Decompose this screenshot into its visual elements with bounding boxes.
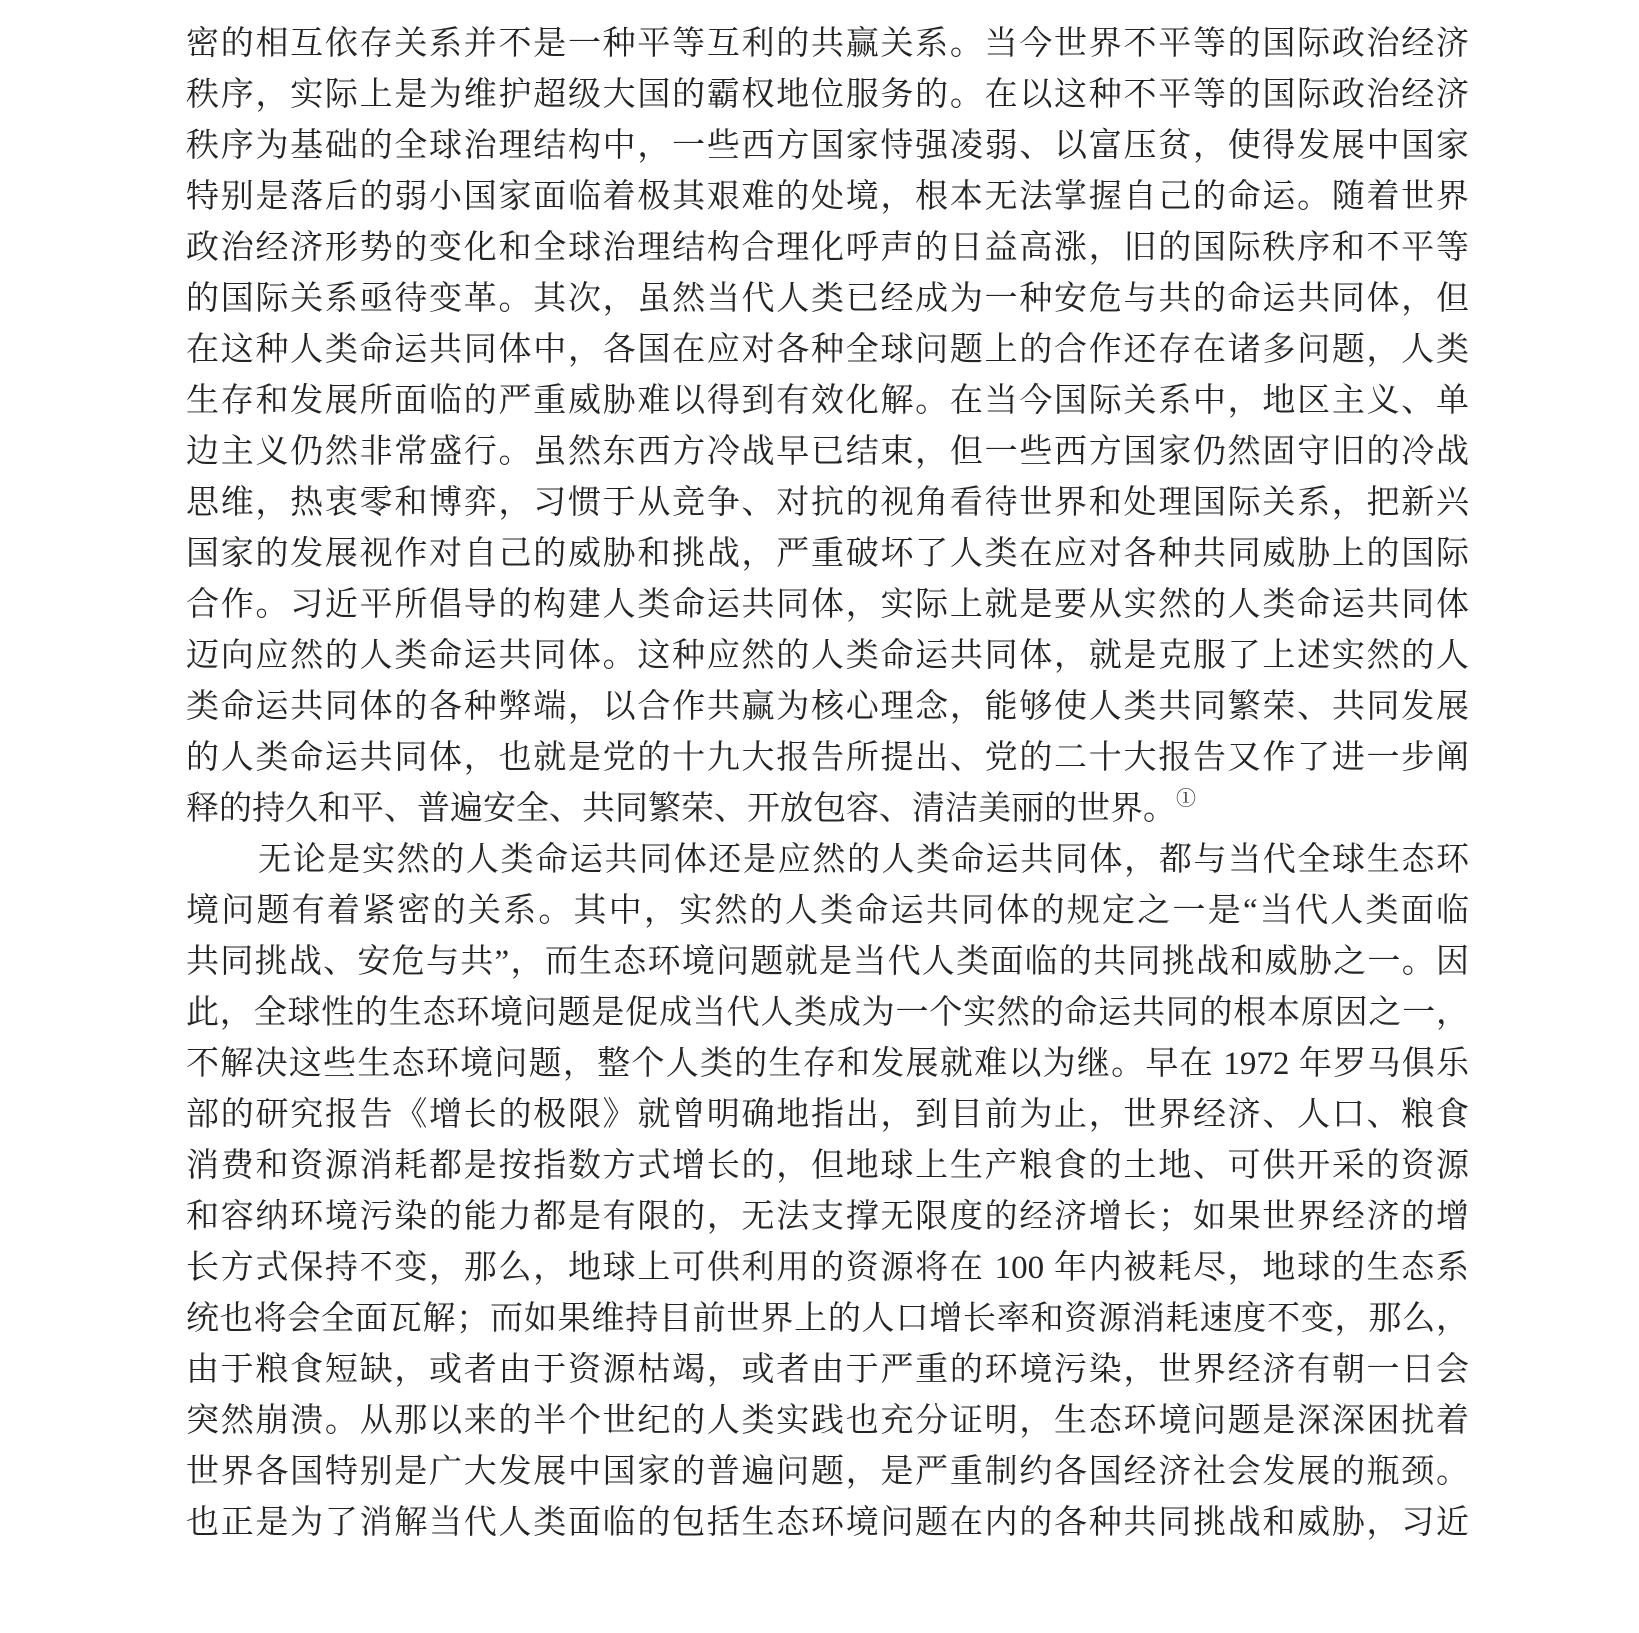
text-line: 此，全球性的生态环境问题是促成当代人类成为一个实然的命运共同的根本原因之一， [186,995,1469,1031]
text-line: 的人类命运共同体，也就是党的十九大报告所提出、党的二十大报告又作了进一步阐 [186,740,1469,776]
text-line: 突然崩溃。从那以来的半个世纪的人类实践也充分证明，生态环境问题是深深困扰着 [186,1403,1469,1439]
text-line: 秩序为基础的全球治理结构中，一些西方国家恃强凌弱、以富压贫，使得发展中国家 [186,128,1469,164]
footnote-marker: ① [1176,788,1196,810]
text-line: 世界各国特别是广大发展中国家的普遍问题，是严重制约各国经济社会发展的瓶颈。 [186,1454,1469,1490]
text-line: 国家的发展视作对自己的威胁和挑战，严重破坏了人类在应对各种共同威胁上的国际 [186,536,1469,572]
text-line [186,784,1469,835]
text-line: 政治经济形势的变化和全球治理结构合理化呼声的日益高涨，旧的国际秩序和不平等 [186,230,1469,266]
text-line: 统也将会全面瓦解；而如果维持目前世界上的人口增长率和资源消耗速度不变，那么， [186,1301,1469,1337]
text-line: 迈向应然的人类命运共同体。这种应然的人类命运共同体，就是克服了上述实然的人 [186,638,1469,674]
text-line: 密的相互依存关系并不是一种平等互利的共赢关系。当今世界不平等的国际政治经济 [186,26,1469,62]
text-line: 生存和发展所面临的严重威胁难以得到有效化解。在当今国际关系中，地区主义、单 [186,383,1469,419]
text-line: 特别是落后的弱小国家面临着极其艰难的处境，根本无法掌握自己的命运。随着世界 [186,179,1469,215]
text-line: 的国际关系亟待变革。其次，虽然当代人类已经成为一种安危与共的命运共同体，但 [186,281,1469,317]
text-line: 由于粮食短缺，或者由于资源枯竭，或者由于严重的环境污染，世界经济有朝一日会 [186,1352,1469,1388]
body-text [186,19,1469,1549]
text-line: 合作。习近平所倡导的构建人类命运共同体，实际上就是要从实然的人类命运共同体 [186,587,1469,623]
text-line: 思维，热衷零和博弈，习惯于从竞争、对抗的视角看待世界和处理国际关系，把新兴 [186,485,1469,521]
text-line: 无论是实然的人类命运共同体还是应然的人类命运共同体，都与当代全球生态环 [258,842,1469,878]
text-line: 在这种人类命运共同体中，各国在应对各种全球问题上的合作还存在诸多问题，人类 [186,332,1469,368]
text-line: 境问题有着紧密的关系。其中，实然的人类命运共同体的规定之一是“当代人类面临 [186,893,1469,929]
text-line: 和容纳环境污染的能力都是有限的，无法支撑无限度的经济增长；如果世界经济的增 [186,1199,1469,1235]
text-line: 消费和资源消耗都是按指数方式增长的，但地球上生产粮食的土地、可供开采的资源 [186,1148,1469,1184]
text-line: 也正是为了消解当代人类面临的包括生态环境问题在内的各种共同挑战和威胁，习近 [186,1505,1469,1541]
text-line: 秩序，实际上是为维护超级大国的霸权地位服务的。在以这种不平等的国际政治经济 [186,77,1469,113]
paragraph-1 [186,19,1469,835]
line-text: 释的持久和平、普遍安全、共同繁荣、开放包容、清洁美丽的世界。 [186,791,1176,827]
text-line: 边主义仍然非常盛行。虽然东西方冷战早已结束，但一些西方国家仍然固守旧的冷战 [186,434,1469,470]
text-line: 共同挑战、安危与共”，而生态环境问题就是当代人类面临的共同挑战和威胁之一。因 [186,944,1469,980]
text-line: 长方式保持不变，那么，地球上可供利用的资源将在 100 年内被耗尽，地球的生态系 [186,1250,1469,1286]
text-line: 不解决这些生态环境问题，整个人类的生存和发展就难以为继。早在 1972 年罗马俱乐 [186,1046,1469,1082]
text-line: 部的研究报告《增长的极限》就曾明确地指出，到目前为止，世界经济、人口、粮食 [186,1097,1469,1133]
paragraph-2 [186,835,1469,1549]
text-line: 类命运共同体的各种弊端，以合作共赢为核心理念，能够使人类共同繁荣、共同发展 [186,689,1469,725]
